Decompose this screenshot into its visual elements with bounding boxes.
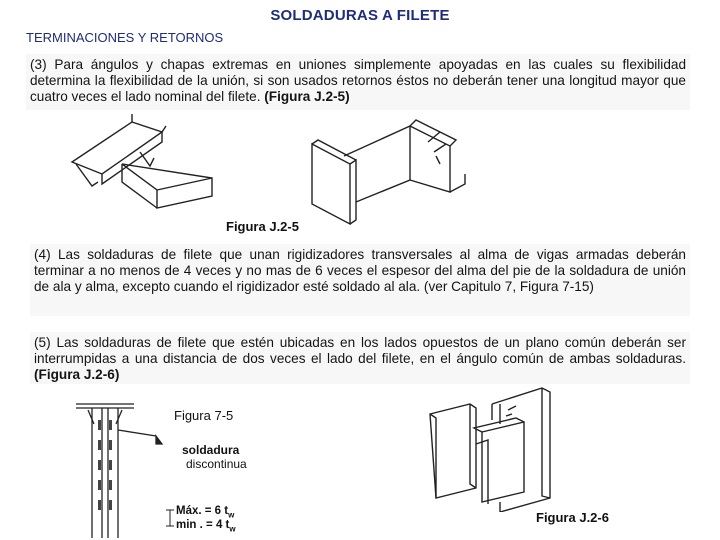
paragraph-3-ref: (Figura J.2-5) — [264, 89, 350, 104]
min-spacing-label — [176, 519, 236, 533]
section-subtitle: TERMINACIONES Y RETORNOS — [26, 30, 224, 45]
figure-j25-left-drawing — [62, 112, 242, 218]
figure-j26-label: Figura J.2-6 — [536, 510, 609, 525]
paragraph-3 — [26, 54, 690, 110]
weld-sublabel: discontinua — [186, 457, 247, 471]
paragraph-4-text: (4) Las soldaduras de filete que unan rigidizadores transversales al alma de vigas armadas deberán terminar a no menos de 4 veces y no mas de 6 veces el espesor del alma del pie de la soldadura de unión de ala y alma, excepto cuando el rigidizador esté soldado al ala. (ver Capitulo 7, Figura 7-15) — [34, 247, 686, 294]
min-subscript: w — [229, 524, 236, 534]
paragraph-5-text: (5) Las soldaduras de filete que estén ubicadas en los lados opuestos de un plano común deberán ser interrumpidas a una distancia de dos veces el lado del filete, en el ángulo común de ambas soldaduras. — [34, 335, 686, 366]
min-spacing-text: min . = 4 t — [176, 519, 230, 531]
weld-label: soldadura — [182, 443, 240, 457]
page-title: SOLDADURAS A FILETE — [270, 7, 450, 24]
paragraph-5-ref: (Figura J.2-6) — [34, 367, 120, 382]
paragraph-5 — [30, 332, 690, 384]
figure-j25-label: Figura J.2-5 — [226, 219, 299, 234]
figure-j25-right-drawing — [300, 112, 480, 230]
paragraph-4 — [30, 244, 690, 316]
paragraph-3-text: (3) Para ángulos y chapas extremas en uniones simplemente apoyadas en las cuales su flexibilidad determina la flexibilidad de la unión, si son usados retornos éstos no deberán tener una longitud mayor que cuatro veces el lado nominal del filete. — [30, 57, 686, 104]
figure-75-label: Figura 7-5 — [174, 408, 234, 423]
figure-j26-drawing — [424, 384, 564, 512]
max-subscript: w — [228, 510, 235, 520]
max-spacing-text: Máx. = 6 t — [176, 505, 229, 517]
max-spacing-label — [176, 505, 234, 519]
